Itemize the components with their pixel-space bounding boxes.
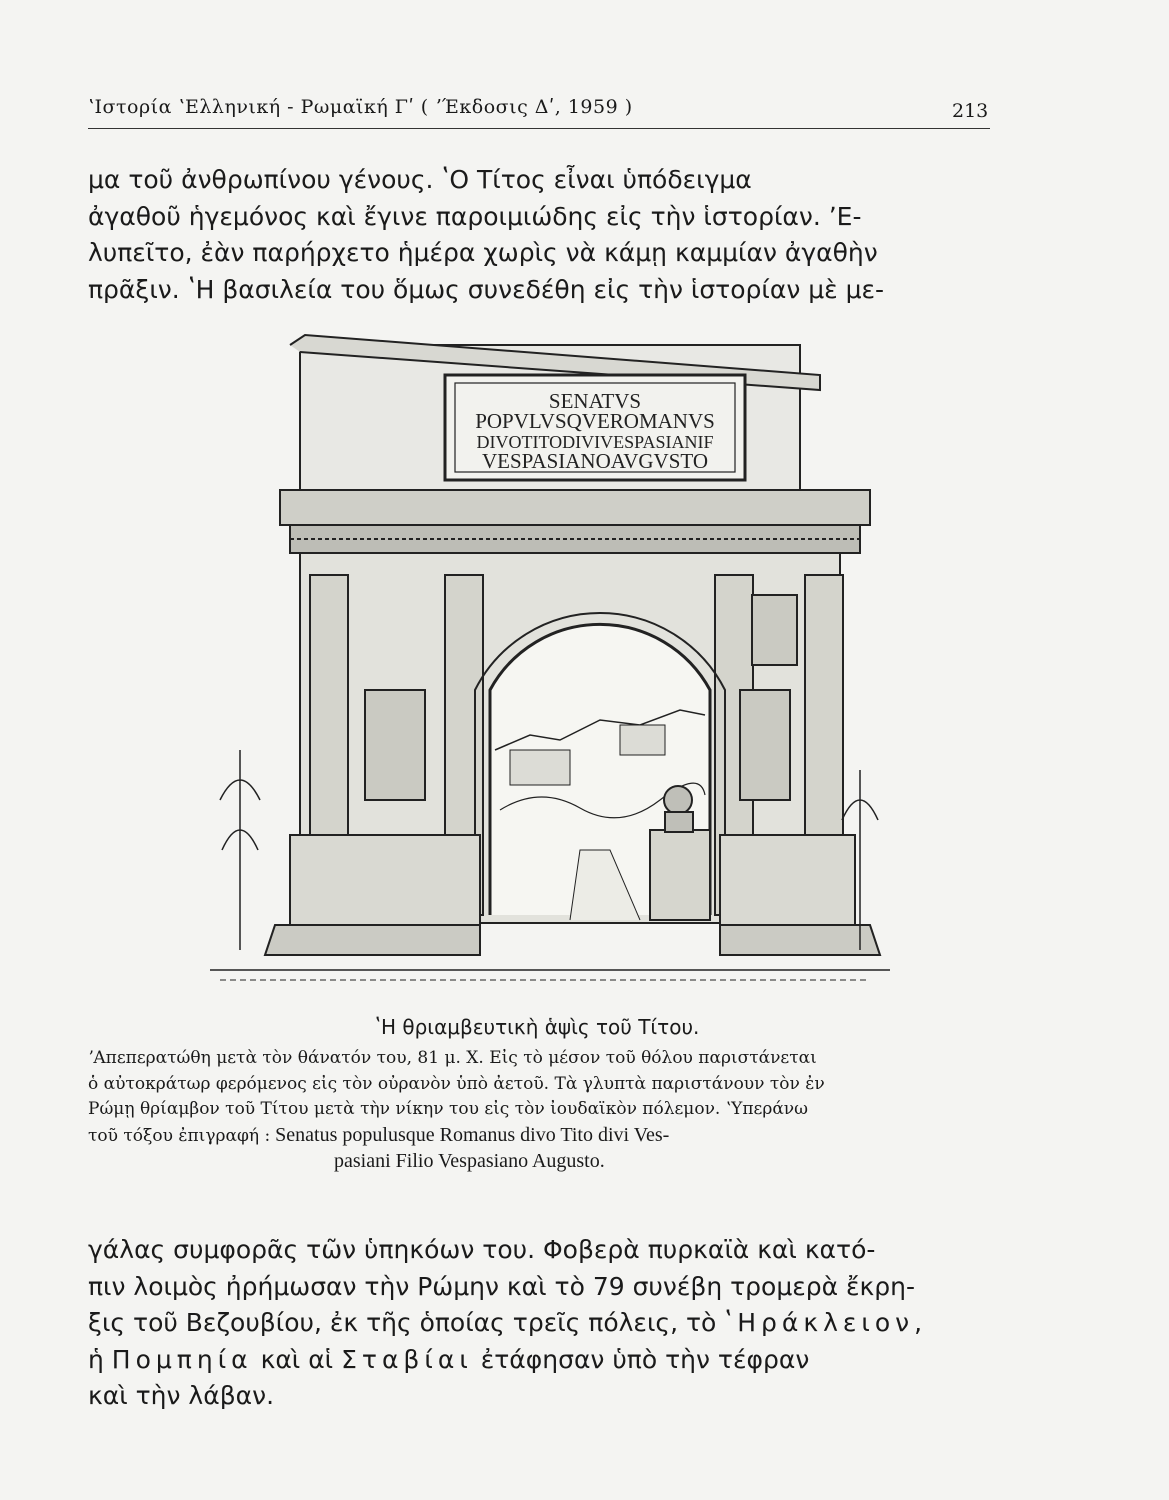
bottom-paragraph bbox=[88, 1232, 994, 1415]
caption-latin: Senatus populusque Romanus divo Tito divi Ves- bbox=[270, 1123, 670, 1146]
page-number: 213 bbox=[952, 100, 989, 122]
figure-caption bbox=[88, 1046, 994, 1175]
text-line: πρᾶξιν. ʽΗ βασιλεία του ὅμως συνεδέθη εἰς τὴν ἱστορίαν μὲ με- bbox=[88, 274, 885, 304]
city-pompeii: Πομπηία bbox=[111, 1344, 253, 1374]
caption-line: pasiani Filio Vespasiano Augusto. bbox=[334, 1150, 605, 1172]
text-line bbox=[88, 1342, 994, 1379]
inscription-line: SENATVS bbox=[548, 389, 642, 413]
text-fragment: ξις τοῦ Βεζουβίου, ἐκ τῆς ὁποίας τρεῖς πόλεις, τὸ bbox=[88, 1308, 725, 1337]
caption-line: ὁ αὐτοκράτωρ φερόμενος εἰς τὸν οὐρανὸν ὑπὸ ἀετοῦ. Τὰ γλυπτὰ παριστάνουν τὸν ἐν bbox=[88, 1073, 825, 1094]
city-heraklion: ʽΗράκλειον, bbox=[724, 1308, 928, 1337]
header-rule bbox=[88, 128, 990, 129]
inscription-line: POPVLVSQVEROMANVS bbox=[475, 409, 715, 433]
running-header: ʽΙστορία ʽΕλληνική - Ρωμαϊκή Γʹ ( ʼΈκδοσις Δʹ, 1959 ) bbox=[88, 96, 633, 118]
caption-line bbox=[88, 1123, 994, 1150]
caption-line: Ρώμῃ θρίαμβον τοῦ Τίτου μετὰ τὴν νίκην του εἰς τὸν ἰουδαϊκὸν πόλεμον. ʽΥπεράνω bbox=[88, 1099, 809, 1119]
text-line: λυπεῖτο, ἐὰν παρήρχετο ἡμέρα χωρὶς νὰ κάμῃ καμμίαν ἀγαθὴν bbox=[88, 238, 878, 267]
text-fragment: καὶ αἱ bbox=[252, 1344, 342, 1374]
text-line bbox=[88, 1305, 994, 1342]
figure-caption-title: ʽΗ θριαμβευτικὴ ἁψὶς τοῦ Τίτου. bbox=[374, 1015, 700, 1039]
text-line: καὶ τὴν λάβαν. bbox=[88, 1381, 275, 1410]
text-line: πιν λοιμὸς ἠρήμωσαν τὴν Ρώμην καὶ τὸ 79 συνέβη τρομερὰ ἔκρη- bbox=[88, 1271, 916, 1301]
caption-greek: τοῦ τόξου ἐπιγραφή : bbox=[88, 1125, 271, 1146]
text-fragment: ἐτάφησαν ὑπὸ τὴν τέφραν bbox=[472, 1344, 810, 1374]
caption-line: ʼΑπεπερατώθη μετὰ τὸν θάνατόν του, 81 μ. Χ. Εἰς τὸ μέσον τοῦ θόλου παριστάνεται bbox=[88, 1048, 817, 1068]
inscription-line: DIVOTITODIVIVESPASIANIF bbox=[476, 432, 714, 452]
top-paragraph bbox=[88, 162, 994, 308]
inscription-line: VESPASIANOAVGVSTO bbox=[481, 449, 709, 473]
arch-of-titus-illustration bbox=[180, 330, 900, 995]
city-stabiae: Σταβίαι bbox=[341, 1344, 473, 1374]
text-line: ἀγαθοῦ ἡγεμόνος καὶ ἔγινε παροιμιώδης εἰς τὴν ἱστορίαν. ʼΕ- bbox=[88, 201, 862, 231]
text-line: μα τοῦ ἀνθρωπίνου γένους. ʽΟ Τίτος εἶναι ὑπόδειγμα bbox=[88, 165, 752, 194]
text-fragment: ἡ bbox=[88, 1344, 112, 1374]
text-line: γάλας συμφορᾶς τῶν ὑπηκόων του. Φοβερὰ πυρκαϊὰ καὶ κατό- bbox=[88, 1235, 876, 1264]
